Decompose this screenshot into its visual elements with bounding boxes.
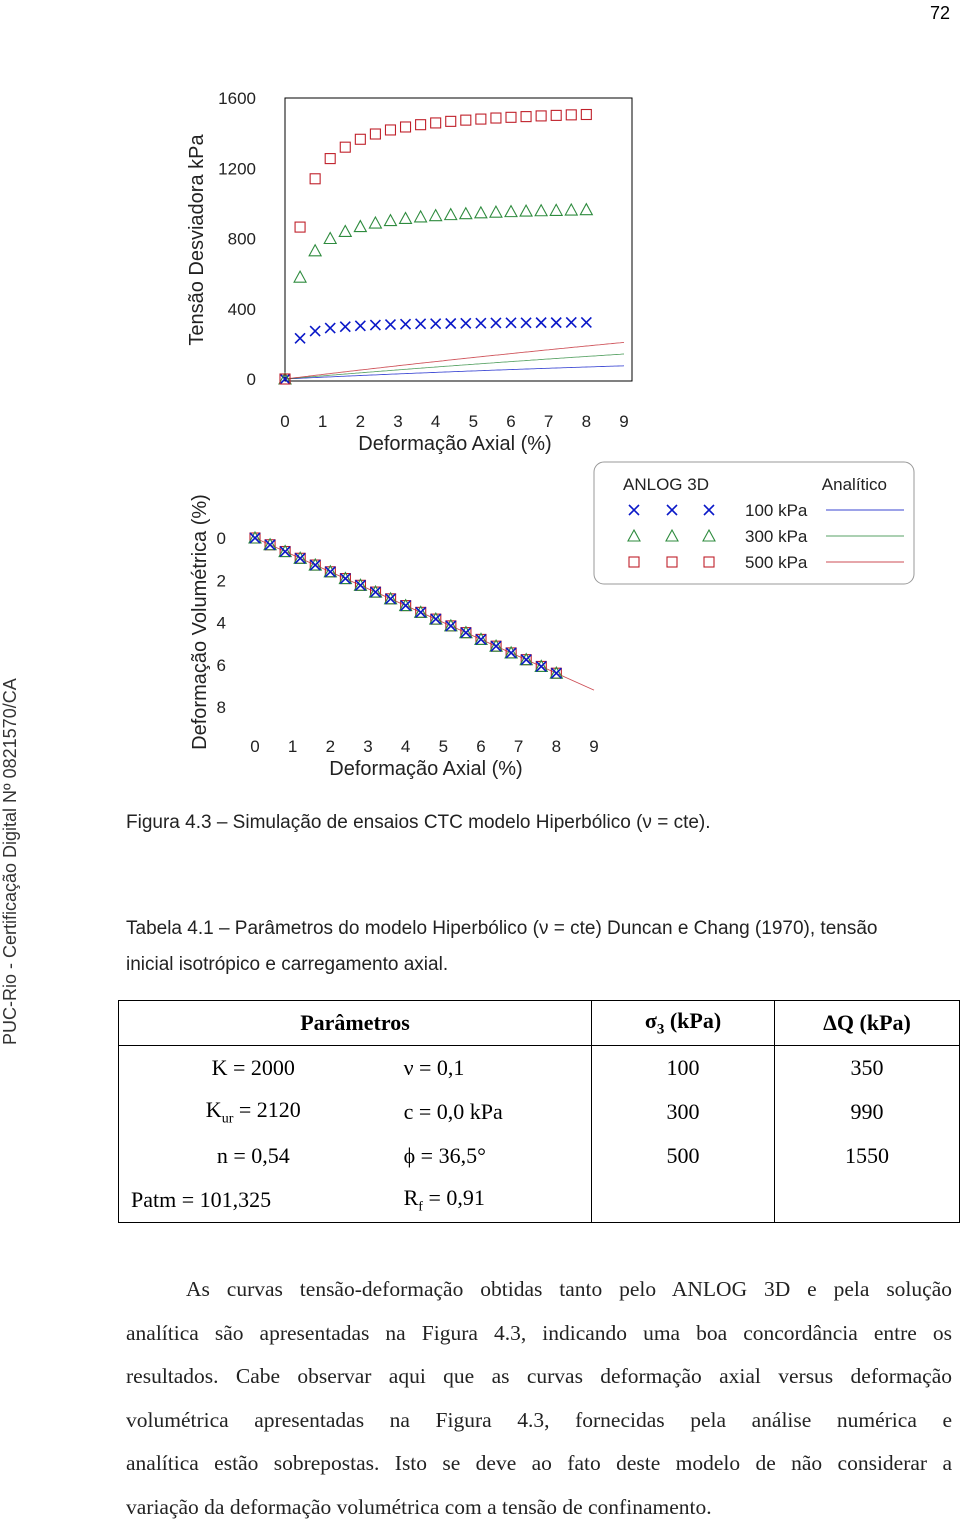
chart1-point xyxy=(506,112,516,122)
chart1-point xyxy=(295,333,305,343)
chart1-point xyxy=(446,116,456,126)
chart2-ytick-label: 2 xyxy=(217,571,226,590)
chart1-point xyxy=(369,217,381,228)
chart2-markers xyxy=(249,532,562,678)
chart1-point xyxy=(535,205,547,216)
chart1-point xyxy=(310,174,320,184)
chart1-point xyxy=(476,114,486,124)
paragraph-line: As curvas tensão-deformação obtidas tanto pelo ANLOG 3D e pela solução xyxy=(126,1268,952,1312)
chart1-xtick-label: 1 xyxy=(318,412,327,431)
chart2-ytick-label: 6 xyxy=(217,656,226,675)
table-row xyxy=(119,1178,960,1223)
chart1-point xyxy=(310,326,320,336)
chart1-line-0 xyxy=(285,366,624,379)
table-row xyxy=(119,1134,960,1178)
chart1-point xyxy=(384,215,396,226)
chart1-point xyxy=(565,204,577,215)
paragraph-line: volumétrica apresentadas na Figura 4.3, fornecidas pela análise numérica e xyxy=(126,1399,952,1443)
chart1-point xyxy=(446,319,456,329)
chart2-xtick-label: 9 xyxy=(589,737,598,756)
chart1-xtick-label: 5 xyxy=(469,412,478,431)
chart1-point xyxy=(355,134,365,144)
chart1-point xyxy=(294,271,306,282)
chart1-point xyxy=(581,110,591,120)
chart1-ytick-label: 1600 xyxy=(218,89,256,108)
chart-deformacao-volumetrica xyxy=(189,494,599,780)
chart2-xtick-label: 2 xyxy=(326,737,335,756)
chart1-point xyxy=(295,222,305,232)
chart1-point xyxy=(339,225,351,236)
cell-nu: ν = 0,1 xyxy=(388,1046,592,1091)
chart1-ytick-label: 0 xyxy=(247,370,256,389)
chart1-point xyxy=(416,319,426,329)
side-stamp-text: PUC-Rio - Certificação Digital Nº 0821570/CA xyxy=(0,678,20,1045)
chart1-point xyxy=(431,319,441,329)
chart2-ytick-label: 0 xyxy=(217,529,226,548)
chart1-point xyxy=(401,319,411,329)
chart2-xtick-label: 7 xyxy=(514,737,523,756)
chart1-xtick-label: 9 xyxy=(619,412,628,431)
chart1-point xyxy=(476,318,486,328)
legend-col-analitico: Analítico xyxy=(822,475,887,494)
chart1-point xyxy=(385,125,395,135)
cell-phi: ϕ = 36,5° xyxy=(388,1134,592,1178)
chart1-point xyxy=(385,320,395,330)
chart1-point xyxy=(491,113,501,123)
chart1-point xyxy=(431,118,441,128)
chart1-point xyxy=(551,110,561,120)
legend-entry-label: 300 kPa xyxy=(745,527,808,546)
chart2-ylabel: Deformação Volumétrica (%) xyxy=(189,494,211,750)
chart1-point xyxy=(566,317,576,327)
paragraph-line: resultados. Cabe observar aqui que as curvas deformação axial versus deformação xyxy=(126,1355,952,1399)
chart1-line-2 xyxy=(285,342,624,379)
cell-empty xyxy=(775,1178,960,1223)
chart1-xtick-label: 7 xyxy=(544,412,553,431)
th-parametros: Parâmetros xyxy=(119,1001,592,1046)
table-row xyxy=(119,1090,960,1134)
chart1-point xyxy=(401,122,411,132)
chart1-point xyxy=(324,233,336,244)
chart1-point xyxy=(340,142,350,152)
chart1-point xyxy=(461,318,471,328)
chart-tensao-desviadora xyxy=(186,89,632,455)
chart2-xtick-label: 6 xyxy=(476,737,485,756)
legend-entry-label: 500 kPa xyxy=(745,553,808,572)
chart2-ytick-label: 8 xyxy=(217,698,226,717)
chart1-xtick-label: 8 xyxy=(582,412,591,431)
chart1-point xyxy=(355,321,365,331)
body-paragraph xyxy=(126,1268,952,1529)
chart1-point xyxy=(460,208,472,219)
cell-kur: $K_{ur} = 2120$ xyxy=(119,1090,388,1134)
cell-sigma3: 300 xyxy=(592,1090,775,1134)
chart1-point xyxy=(415,211,427,222)
chart2-xtick-label: 1 xyxy=(288,737,297,756)
chart1-ytick-label: 400 xyxy=(228,300,256,319)
chart1-xtick-label: 3 xyxy=(393,412,402,431)
chart2-x-ticks xyxy=(250,737,598,756)
chart2-xlabel: Deformação Axial (%) xyxy=(329,758,522,780)
chart2-y-ticks xyxy=(217,529,226,717)
chart2-xtick-label: 5 xyxy=(439,737,448,756)
chart1-line-1 xyxy=(285,354,624,379)
table-caption-line2: inicial isotrópico e carregamento axial. xyxy=(126,954,448,976)
legend-col-anlog: ANLOG 3D xyxy=(623,475,709,494)
figure-caption: Figura 4.3 – Simulação de ensaios CTC modelo Hiperbólico (ν = cte). xyxy=(126,812,711,834)
cell-sigma3: 100 xyxy=(592,1046,775,1091)
chart2-xtick-label: 4 xyxy=(401,737,410,756)
cell-n: n = 0,54 xyxy=(119,1134,388,1178)
chart1-point xyxy=(354,221,366,232)
chart2-xtick-label: 8 xyxy=(552,737,561,756)
chart1-point xyxy=(325,154,335,164)
chart1-point xyxy=(581,317,591,327)
chart1-y-ticks xyxy=(218,89,256,389)
chart1-point xyxy=(370,129,380,139)
chart1-point xyxy=(325,323,335,333)
chart1-point xyxy=(430,210,442,221)
chart1-point xyxy=(550,204,562,215)
chart1-point xyxy=(491,318,501,328)
table-row xyxy=(119,1046,960,1091)
chart1-point xyxy=(461,115,471,125)
paragraph-line: variação da deformação volumétrica com a tensão de confinamento. xyxy=(126,1486,952,1529)
chart1-point xyxy=(521,318,531,328)
chart1-point xyxy=(580,204,592,215)
paragraph-line: analítica são apresentadas na Figura 4.3, indicando uma boa concordância entre os xyxy=(126,1312,952,1356)
paragraph-line: analítica estão sobrepostas. Isto se deve ao fato deste modelo de não considerar a xyxy=(126,1442,952,1486)
cell-patm: Patm = 101,325 xyxy=(119,1178,388,1223)
th-sigma3: $\sigma_3$ (kPa) xyxy=(592,1001,775,1046)
chart1-xtick-label: 6 xyxy=(506,412,515,431)
chart1-point xyxy=(340,322,350,332)
legend-entry-label: 100 kPa xyxy=(745,501,808,520)
page-number: 72 xyxy=(930,3,950,24)
chart2-xtick-label: 3 xyxy=(363,737,372,756)
legend xyxy=(594,462,914,584)
chart1-ytick-label: 800 xyxy=(228,230,256,249)
cell-deltaq: 1550 xyxy=(775,1134,960,1178)
table-caption-line1: Tabela 4.1 – Parâmetros do modelo Hiperbólico (ν = cte) Duncan e Chang (1970), tensão xyxy=(126,918,877,940)
th-deltaq: ΔQ (kPa) xyxy=(775,1001,960,1046)
cell-k: K = 2000 xyxy=(119,1046,388,1091)
cell-empty xyxy=(592,1178,775,1223)
chart1-point xyxy=(416,120,426,130)
cell-c: c = 0,0 kPa xyxy=(388,1090,592,1134)
chart1-ylabel: Tensão Desviadora kPa xyxy=(186,134,208,346)
cell-deltaq: 350 xyxy=(775,1046,960,1091)
chart1-xlabel: Deformação Axial (%) xyxy=(358,433,551,455)
cell-rf: $R_f = 0,91$ xyxy=(388,1178,592,1223)
chart1-frame xyxy=(285,98,632,381)
chart1-xtick-label: 4 xyxy=(431,412,440,431)
cell-deltaq: 990 xyxy=(775,1090,960,1134)
chart1-point xyxy=(536,318,546,328)
chart2-ytick-label: 4 xyxy=(217,614,226,633)
chart1-point xyxy=(506,318,516,328)
chart1-point xyxy=(520,205,532,216)
cell-sigma3: 500 xyxy=(592,1134,775,1178)
chart1-point xyxy=(475,207,487,218)
table-header-row xyxy=(119,1001,960,1046)
chart1-point xyxy=(490,206,502,217)
chart1-point xyxy=(400,212,412,223)
chart1-point xyxy=(521,112,531,122)
chart1-markers xyxy=(279,110,592,384)
chart1-point xyxy=(566,110,576,120)
chart1-point xyxy=(536,111,546,121)
chart2-xtick-label: 0 xyxy=(250,737,259,756)
chart1-point xyxy=(505,206,517,217)
parameters-table xyxy=(118,1000,960,1223)
chart1-point xyxy=(309,245,321,256)
chart1-analytic-lines xyxy=(285,342,624,379)
chart1-point xyxy=(445,209,457,220)
chart1-point xyxy=(370,320,380,330)
chart1-xtick-label: 0 xyxy=(280,412,289,431)
chart1-x-ticks xyxy=(280,412,628,431)
chart1-point xyxy=(551,318,561,328)
chart1-ytick-label: 1200 xyxy=(218,159,256,178)
chart1-xtick-label: 2 xyxy=(356,412,365,431)
